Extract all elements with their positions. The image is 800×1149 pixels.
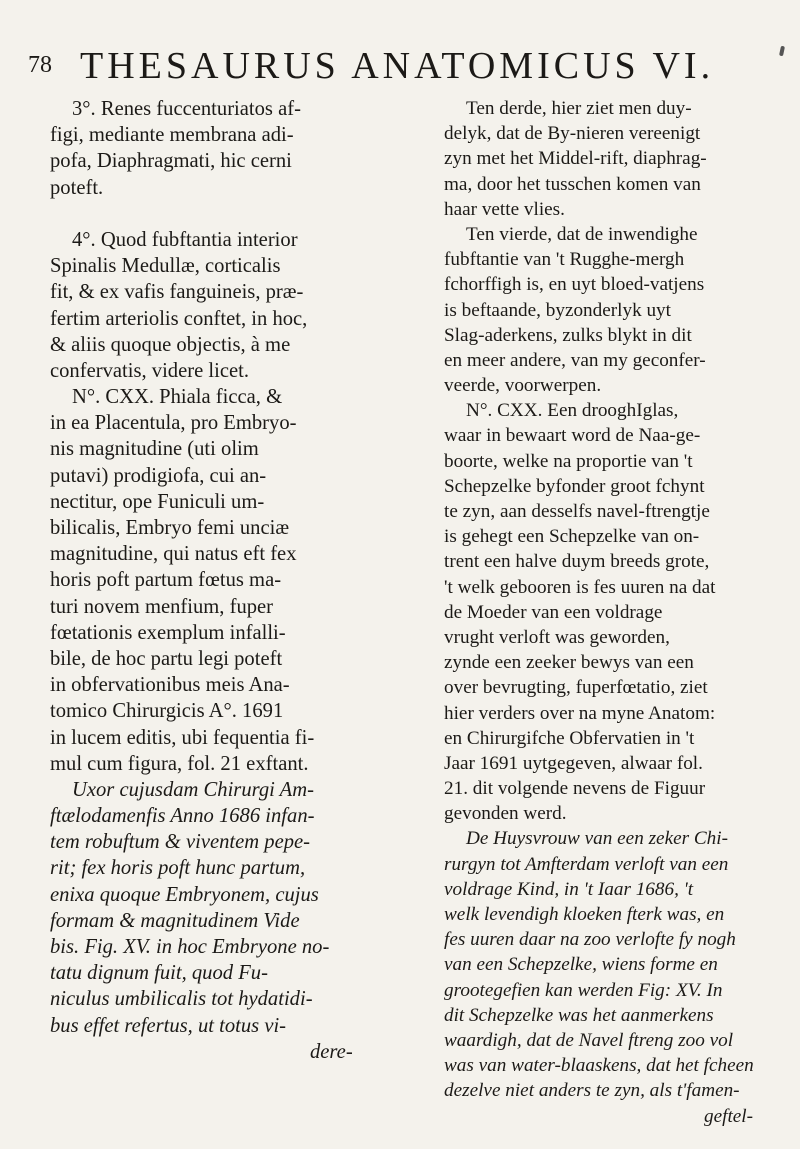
text-line: horis poft partum fœtus ma- <box>50 569 282 592</box>
text-line: voldrage Kind, in 't Iaar 1686, 't <box>444 878 694 900</box>
text-line: figi, mediante membrana adi- <box>50 124 294 147</box>
text-line: veerde, voorwerpen. <box>444 375 602 397</box>
text-line: mul cum figura, fol. 21 exftant. <box>50 752 309 775</box>
text-line: enixa quoque Embryonem, cujus <box>50 883 319 906</box>
text-line: is gehegt een Schepzelke van on- <box>444 526 700 548</box>
text-line: bis. Fig. XV. in hoc Embryone no- <box>50 936 330 958</box>
text-line: tem robuftum & viventem pepe- <box>50 831 311 854</box>
text-line: ftælodamenfis Anno 1686 infan- <box>50 805 315 828</box>
text-line: welk levendigh kloeken fterk was, en <box>444 904 725 925</box>
text-line: formam & magnitudinem Vide <box>50 909 300 932</box>
text-line: bus effet refertus, ut totus vi- <box>50 1014 287 1037</box>
text-line: te zyn, aan desselfs navel-ftrengtje <box>444 501 710 522</box>
text-line: rit; fex horis poft hunc partum, <box>50 857 306 880</box>
text-line: dezelve niet anders te zyn, als t'famen- <box>444 1080 740 1102</box>
text-line: dit Schepzelke was het aanmerkens <box>444 1004 714 1026</box>
text-line: trent een halve duym breeds grote, <box>444 551 710 573</box>
text-line: Ten vierde, dat de inwendighe <box>466 223 698 245</box>
text-line: in ea Placentula, pro Embryo- <box>50 412 297 435</box>
text-line: N°. CXX. Phiala ficca, & <box>72 386 283 409</box>
text-line: vrught verloft was geworden, <box>444 626 670 648</box>
text-line: gevonden werd. <box>444 803 567 825</box>
text-line: niculus umbilicalis tot hydatidi- <box>50 988 313 1011</box>
text-line: nis magnitudine (uti olim <box>50 438 259 461</box>
text-line: Spinalis Medullæ, corticalis <box>50 255 281 278</box>
text-line: dere- <box>310 1040 353 1063</box>
latin-column <box>50 96 422 1065</box>
ink-mark <box>779 46 785 57</box>
text-line: Ten derde, hier ziet men duy- <box>466 98 692 119</box>
text-line: fit, & ex vafis fanguineis, præ- <box>50 281 304 304</box>
text-line: in obfervationibus meis Ana- <box>50 674 290 697</box>
text-line: 4°. Quod fubftantia interior <box>72 228 298 251</box>
running-title: THESAURUS ANATOMICUS VI. <box>80 45 715 87</box>
text-line: pofa, Diaphragmati, hic cerni <box>50 150 292 173</box>
text-line: tomico Chirurgicis A°. 1691 <box>50 700 284 723</box>
text-line: fubftantie van 't Rugghe-mergh <box>444 249 685 271</box>
text-line: bile, de hoc partu legi poteft <box>50 647 283 670</box>
text-line: Uxor cujusdam Chirurgi Am- <box>72 778 314 801</box>
text-line: fes uuren daar na zoo verlofte fy nogh <box>444 929 736 951</box>
text-line: fchorffigh is, en uyt bloed-vatjens <box>444 274 705 296</box>
text-line: grootegefien kan werden Fig: XV. In <box>444 979 723 1001</box>
text-line: de Moeder van een voldrage <box>444 601 663 623</box>
text-line: Jaar 1691 uytgegeven, alwaar fol. <box>444 752 703 774</box>
text-line: boorte, welke na proportie van 't <box>444 450 693 472</box>
text-line <box>50 201 422 227</box>
text-line: poteft. <box>50 176 104 199</box>
text-line: zynde een zeeker bewys van een <box>444 652 694 674</box>
text-line: putavi) prodigiofa, cui an- <box>50 464 267 487</box>
page-header <box>28 44 768 94</box>
page-number: 78 <box>28 52 52 78</box>
text-line: 't welk gebooren is fes uuren na dat <box>444 576 716 598</box>
text-line: confervatis, videre licet. <box>50 359 249 382</box>
text-line: Schepzelke byfonder groot fchynt <box>444 475 705 497</box>
text-line: delyk, dat de By-nieren vereenigt <box>444 123 701 145</box>
text-line: en meer andere, van my geconfer- <box>444 349 706 371</box>
text-line: van een Schepzelke, wiens forme en <box>444 954 718 976</box>
text-line: tatu dignum fuit, quod Fu- <box>50 962 268 985</box>
text-line: hier verders over na myne Anatom: <box>444 702 716 724</box>
text-line: waar in bewaart word de Naa-ge- <box>444 425 701 447</box>
text-line: geftel- <box>704 1105 754 1127</box>
text-line: rurgyn tot Amfterdam verloft van een <box>444 853 729 875</box>
text-line: fœtationis exemplum infalli- <box>50 621 286 644</box>
text-line: fertim arteriolis conftet, in hoc, <box>50 307 308 330</box>
text-line: was van water-blaaskens, dat het fcheen <box>444 1055 754 1077</box>
text-line: in lucem editis, ubi fequentia fi- <box>50 726 315 749</box>
text-line: De Huysvrouw van een zeker Chi- <box>466 828 728 850</box>
text-line: bilicalis, Embryo femi unciæ <box>50 517 290 539</box>
text-line: N°. CXX. Een drooghIglas, <box>466 400 679 422</box>
text-line: zyn met het Middel-rift, diaphrag- <box>444 148 707 170</box>
text-line: turi novem menfium, fuper <box>50 595 274 618</box>
text-line: en Chirurgifche Obfervatien in 't <box>444 727 695 749</box>
text-line: waardigh, dat de Navel ftreng zoo vol <box>444 1029 734 1051</box>
text-line: 3°. Renes fuccenturiatos af- <box>72 98 301 120</box>
text-line: & aliis quoque objectis, à me <box>50 333 291 356</box>
text-line: Slag-aderkens, zulks blykt in dit <box>444 324 692 346</box>
text-line: nectitur, ope Funiculi um- <box>50 490 265 513</box>
text-line: ma, door het tusschen komen van <box>444 173 701 195</box>
text-line: over bevrugting, fuperfœtatio, ziet <box>444 677 708 699</box>
text-line: 21. dit volgende nevens de Figuur <box>444 778 706 800</box>
text-line: is beftaande, byzonderlyk uyt <box>444 299 671 321</box>
dutch-column <box>444 96 770 1129</box>
text-line: magnitudine, qui natus eft fex <box>50 543 297 566</box>
text-line: haar vette vlies. <box>444 198 565 220</box>
